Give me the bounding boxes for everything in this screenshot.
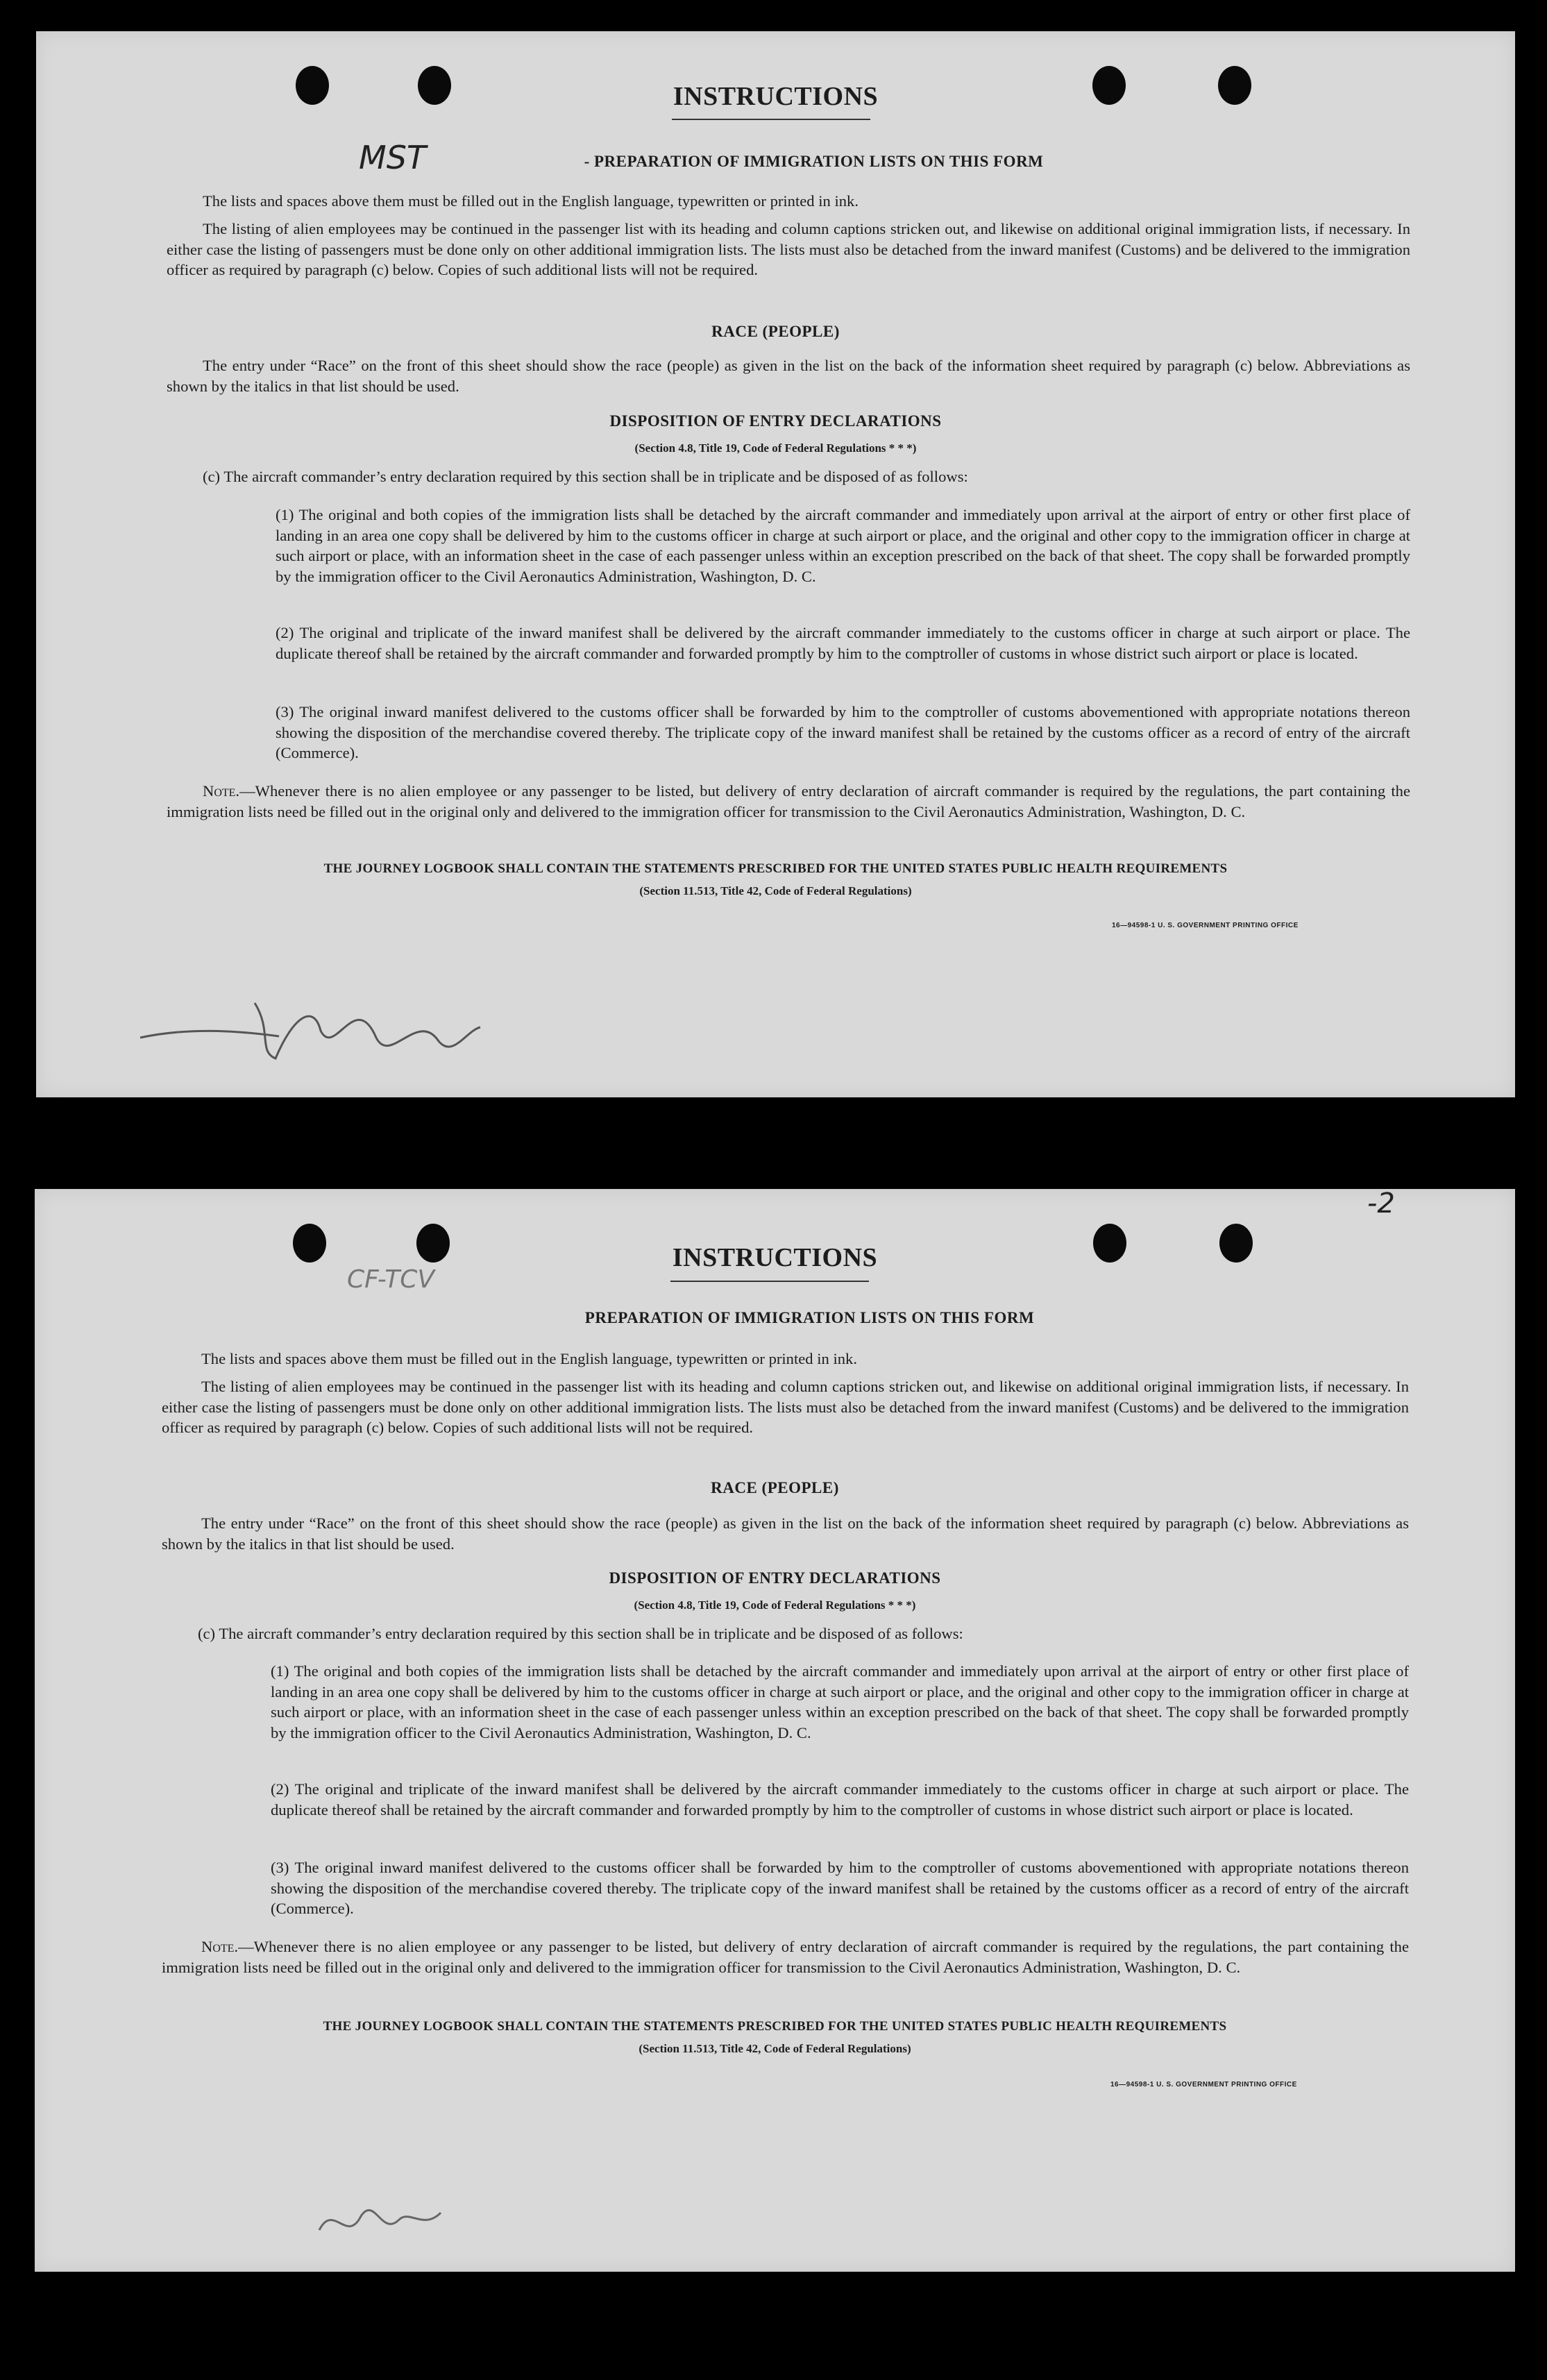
paragraph: The listing of alien employees may be continued in the passenger list with its heading and column captions stricken out, and likewise on additional original immigration lists, if necessary. In either case the listing of passengers must be done only on other additional immigration lists. The lists must also be detached from the inward manifest (Customs) and be delivered to the immigration officer as required by paragraph (c) below. Copies of such additional lists will not be required.	[167, 220, 1410, 278]
health-requirements-citation: (Section 11.513, Title 42, Code of Federal Regulations)	[639, 2042, 911, 2055]
paragraph: The lists and spaces above them must be filled out in the English language, typewritten or printed in ink.	[201, 1350, 857, 1367]
disposition-heading: DISPOSITION OF ENTRY DECLARATIONS	[609, 412, 942, 430]
note-paragraph	[162, 1936, 1409, 1977]
title-underline	[670, 1281, 869, 1282]
paragraph: (c) The aircraft commander’s entry declaration required by this section shall be in triplicate and be disposed of as follows:	[198, 1625, 963, 1642]
list-item: (1) The original and both copies of the immigration lists shall be detached by the aircraft commander and immediately upon arrival at the airport of entry or other first place of landing in an area one copy shall be delivered by him to the customs officer in charge at such airport or place, and the original and other copy to the immigration officer in charge at such airport or place, with an information sheet in the case of each passenger unless within an exception prescribed on the back of that sheet. The copy shall be forwarded promptly by the immigration officer to the Civil Aeronautics Administration, Washington, D. C.	[271, 1662, 1409, 1741]
signature-scribble	[133, 961, 494, 1072]
handwritten-annotation: MST	[359, 139, 426, 176]
paragraph: The lists and spaces above them must be filled out in the English language, typewritten or printed in ink.	[203, 192, 859, 210]
disposition-heading: DISPOSITION OF ENTRY DECLARATIONS	[609, 1569, 941, 1587]
signature-scribble	[312, 2188, 451, 2251]
note-text: —Whenever there is no alien employee or any passenger to be listed, but delivery of entry declaration of aircraft commander is required by the regulations, the part containing the immigration lists need be filled out in the original only and delivered to the immigration officer for transmission to the Civil Aeronautics Administration, Washington, D. C.	[167, 782, 1410, 820]
paragraph: The listing of alien employees may be continued in the passenger list with its heading and column captions stricken out, and likewise on additional original immigration lists, if necessary. In either case the listing of passengers must be done only on other additional immigration lists. The lists must also be detached from the inward manifest (Customs) and be delivered to the immigration officer as required by paragraph (c) below. Copies of such additional lists will not be required.	[162, 1378, 1409, 1436]
list-item: (2) The original and triplicate of the inward manifest shall be delivered by the aircraft commander immediately to the customs officer in charge at such airport or place. The duplicate thereof shall be retained by the aircraft commander and forwarded promptly by him to the comptroller of customs in whose district such airport or place is located.	[271, 1780, 1409, 1818]
page-title: INSTRUCTIONS	[673, 82, 879, 111]
race-heading: RACE (PEOPLE)	[711, 323, 840, 340]
health-requirements: THE JOURNEY LOGBOOK SHALL CONTAIN THE STATEMENTS PRESCRIBED FOR THE UNITED STATES PUBLIC HEALTH REQUIREMENTS	[323, 2019, 1227, 2034]
list-item: (2) The original and triplicate of the inward manifest shall be delivered by the aircraft commander immediately to the customs officer in charge at such airport or place. The duplicate thereof shall be retained by the aircraft commander and forwarded promptly by him to the comptroller of customs in whose district such airport or place is located.	[276, 624, 1410, 662]
handwritten-annotation: -2	[1367, 1188, 1395, 1219]
instruction-sheet-1	[36, 31, 1515, 1097]
note-paragraph	[167, 781, 1410, 822]
title-underline	[672, 119, 870, 120]
note-text: —Whenever there is no alien employee or any passenger to be listed, but delivery of entry declaration of aircraft commander is required by the regulations, the part containing the immigration lists need be filled out in the original only and delivered to the immigration officer for transmission to the Civil Aeronautics Administration, Washington, D. C.	[162, 1938, 1409, 1976]
health-requirements-citation: (Section 11.513, Title 42, Code of Federal Regulations)	[639, 884, 912, 897]
list-item: (3) The original inward manifest delivered to the customs officer shall be forwarded by him to the comptroller of customs abovementioned with appropriate notations thereon showing the disposition of the merchandise covered thereby. The triplicate copy of the inward manifest shall be retained by the customs officer as a record of entry of the aircraft (Commerce).	[276, 703, 1410, 761]
paragraph: The entry under “Race” on the front of this sheet should show the race (people) as given in the list on the back of the information sheet required by paragraph (c) below. Abbreviations as shown by the italics in that list should be used.	[162, 1514, 1409, 1553]
prep-heading: PREPARATION OF IMMIGRATION LISTS ON THIS FORM	[584, 1309, 1035, 1326]
disposition-subheading: (Section 4.8, Title 19, Code of Federal Regulations * * *)	[634, 441, 917, 455]
note-label: Note.	[203, 782, 240, 800]
disposition-subheading: (Section 4.8, Title 19, Code of Federal Regulations * * *)	[634, 1598, 916, 1612]
paragraph: (c) The aircraft commander’s entry declaration required by this section shall be in triplicate and be disposed of as follows:	[203, 468, 968, 485]
page-title: INSTRUCTIONS	[672, 1243, 878, 1272]
list-item: (3) The original inward manifest delivered to the customs officer shall be forwarded by him to the comptroller of customs abovementioned with appropriate notations thereon showing the disposition of the merchandise covered thereby. The triplicate copy of the inward manifest shall be retained by the customs officer as a record of entry of the aircraft (Commerce).	[271, 1859, 1409, 1917]
handwritten-annotation: CF-TCV	[347, 1265, 434, 1294]
printing-office-mark: 16—94598-1 U. S. GOVERNMENT PRINTING OFFICE	[1110, 2081, 1297, 2088]
paragraph: The entry under “Race” on the front of this sheet should show the race (people) as given in the list on the back of the information sheet required by paragraph (c) below. Abbreviations as shown by the italics in that list should be used.	[167, 357, 1410, 395]
health-requirements: THE JOURNEY LOGBOOK SHALL CONTAIN THE STATEMENTS PRESCRIBED FOR THE UNITED STATES PUBLIC HEALTH REQUIREMENTS	[323, 861, 1228, 876]
race-heading: RACE (PEOPLE)	[711, 1479, 839, 1496]
prep-heading: - PREPARATION OF IMMIGRATION LISTS ON THIS FORM	[584, 153, 1044, 170]
instruction-sheet-2	[35, 1189, 1515, 2272]
note-label: Note.	[201, 1938, 239, 1955]
printing-office-mark: 16—94598-1 U. S. GOVERNMENT PRINTING OFFICE	[1112, 922, 1299, 929]
list-item: (1) The original and both copies of the immigration lists shall be detached by the aircraft commander and immediately upon arrival at the airport of entry or other first place of landing in an area one copy shall be delivered by him to the customs officer in charge at such airport or place, and the original and other copy to the immigration officer in charge at such airport or place, with an information sheet in the case of each passenger unless within an exception prescribed on the back of that sheet. The copy shall be forwarded promptly by the immigration officer to the Civil Aeronautics Administration, Washington, D. C.	[276, 506, 1410, 585]
